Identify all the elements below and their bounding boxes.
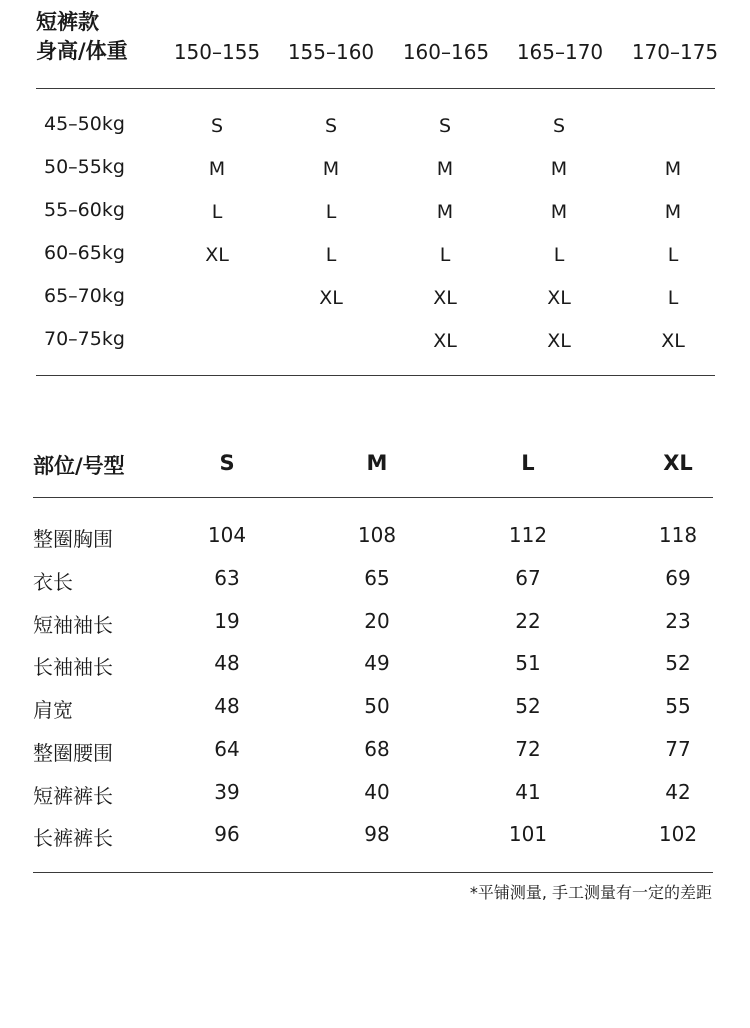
table2-header-divider	[33, 497, 713, 498]
size-cell: XL	[661, 330, 685, 352]
size-guide-title	[36, 8, 128, 66]
measurement-value: 42	[665, 780, 691, 804]
measurement-value: 41	[515, 780, 541, 804]
measurement-label: 肩宽	[33, 698, 73, 722]
size-cell: XL	[433, 287, 457, 309]
measurement-value: 52	[515, 694, 541, 718]
measurement-value: 64	[214, 737, 240, 761]
weight-label: 60–65kg	[44, 242, 125, 264]
measurement-table-title: 部位/号型	[33, 454, 125, 478]
measurement-value: 68	[364, 737, 390, 761]
size-cell: L	[667, 244, 679, 266]
size-cell: M	[322, 158, 340, 180]
weight-label: 65–70kg	[44, 285, 125, 307]
measurement-label: 整圈胸围	[33, 527, 113, 551]
measurement-value: 48	[214, 694, 240, 718]
title-shorts-style: 短裤款	[36, 10, 99, 34]
measurement-label: 长裤裤长	[33, 826, 113, 850]
measurement-value: 20	[364, 609, 390, 633]
weight-label: 50–55kg	[44, 156, 125, 178]
measurement-value: 49	[364, 651, 390, 675]
size-cell: M	[664, 158, 682, 180]
size-cell: M	[550, 158, 568, 180]
size-header-xl: XL	[663, 451, 693, 475]
measurement-value: 108	[357, 523, 397, 547]
table1-header-divider	[36, 88, 715, 89]
measurement-label: 长袖袖长	[33, 655, 113, 679]
measurement-label: 短袖袖长	[33, 613, 113, 637]
size-cell: M	[436, 201, 454, 223]
weight-label: 45–50kg	[44, 113, 125, 135]
size-header-l: L	[521, 451, 535, 475]
height-header-5: 170–175	[631, 40, 719, 64]
size-header-m: M	[366, 451, 388, 475]
size-cell: S	[210, 115, 224, 137]
weight-label: 70–75kg	[44, 328, 125, 350]
measurement-label: 短裤裤长	[33, 784, 113, 808]
measurement-value: 77	[665, 737, 691, 761]
measurement-value: 22	[515, 609, 541, 633]
size-cell: M	[664, 201, 682, 223]
size-cell: XL	[205, 244, 229, 266]
measurement-value: 23	[665, 609, 691, 633]
title-height-weight: 身高/体重	[36, 39, 128, 63]
size-cell: S	[552, 115, 566, 137]
height-header-3: 160–165	[402, 40, 490, 64]
size-cell: M	[550, 201, 568, 223]
measurement-value: 52	[665, 651, 691, 675]
measurement-value: 112	[508, 523, 548, 547]
size-cell: M	[436, 158, 454, 180]
height-header-4: 165–170	[516, 40, 604, 64]
size-cell: S	[324, 115, 338, 137]
size-cell: L	[325, 244, 337, 266]
size-cell: L	[667, 287, 679, 309]
size-cell: L	[325, 201, 337, 223]
measurement-value: 96	[214, 822, 240, 846]
measurement-value: 67	[515, 566, 541, 590]
height-header-2: 155–160	[287, 40, 375, 64]
measurement-value: 39	[214, 780, 240, 804]
size-cell: L	[553, 244, 565, 266]
measurement-value: 51	[515, 651, 541, 675]
size-cell: M	[208, 158, 226, 180]
size-cell: L	[439, 244, 451, 266]
size-cell: S	[438, 115, 452, 137]
measurement-value: 104	[207, 523, 247, 547]
measurement-value: 101	[508, 822, 548, 846]
measurement-value: 102	[658, 822, 698, 846]
table1-bottom-divider	[36, 375, 715, 376]
measurement-value: 98	[364, 822, 390, 846]
measurement-note: *平铺测量, 手工测量有一定的差距	[469, 883, 712, 902]
height-header-1: 150–155	[173, 40, 261, 64]
measurement-value: 48	[214, 651, 240, 675]
measurement-value: 40	[364, 780, 390, 804]
measurement-value: 50	[364, 694, 390, 718]
size-cell: XL	[319, 287, 343, 309]
size-cell: XL	[547, 330, 571, 352]
measurement-label: 衣长	[33, 570, 73, 594]
measurement-value: 63	[214, 566, 240, 590]
measurement-label: 整圈腰围	[33, 741, 113, 765]
weight-label: 55–60kg	[44, 199, 125, 221]
size-cell: L	[211, 201, 223, 223]
size-cell: XL	[547, 287, 571, 309]
measurement-value: 65	[364, 566, 390, 590]
measurement-value: 69	[665, 566, 691, 590]
table2-bottom-divider	[33, 872, 713, 873]
measurement-value: 55	[665, 694, 691, 718]
size-cell: XL	[433, 330, 457, 352]
size-header-s: S	[219, 451, 235, 475]
measurement-value: 19	[214, 609, 240, 633]
measurement-value: 72	[515, 737, 541, 761]
measurement-value: 118	[658, 523, 698, 547]
